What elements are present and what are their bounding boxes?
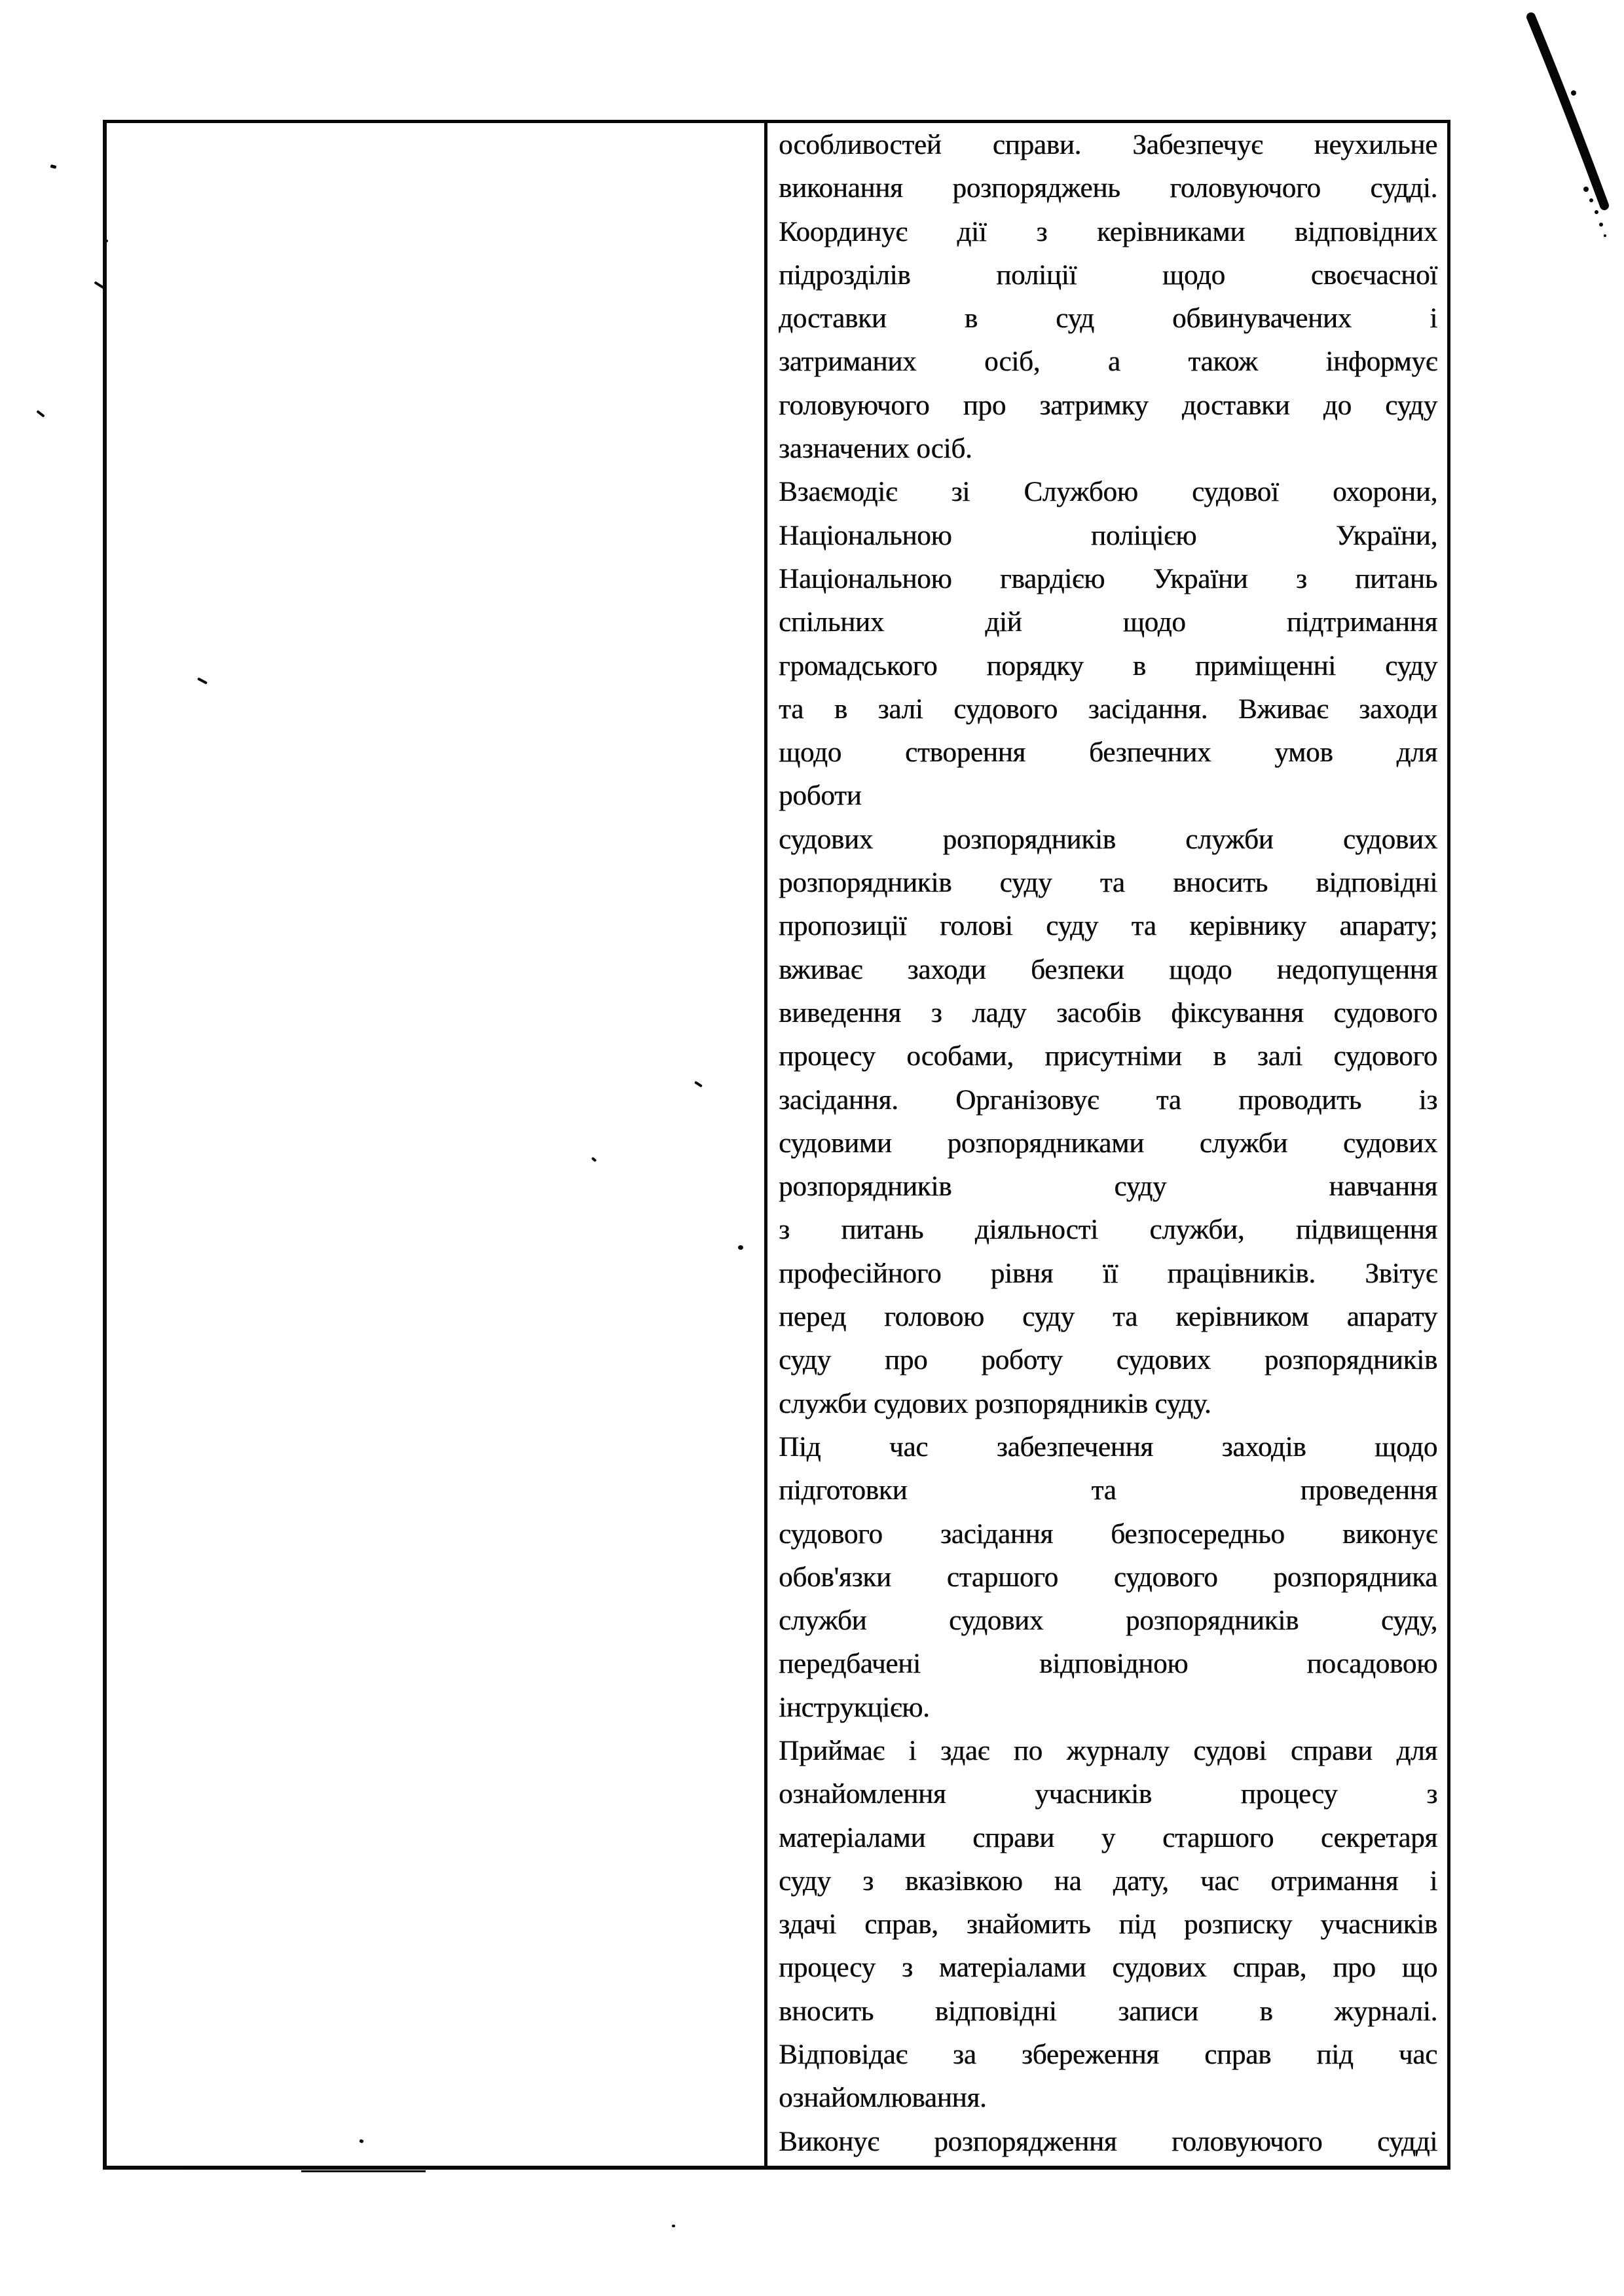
text-line: Під час забезпечення заходів щодо bbox=[779, 1431, 1437, 1463]
text-line: зазначених осіб. bbox=[779, 433, 972, 465]
text-line: перед головою суду та керівником апарату bbox=[779, 1302, 1437, 1333]
text-line: засідання. Організовує та проводить із bbox=[779, 1084, 1437, 1116]
text-line: суду з вказівкою на дату, час отримання і bbox=[779, 1865, 1437, 1897]
text-line: Взаємодіє зі Службою судової охорони, bbox=[779, 477, 1437, 508]
scan-speck bbox=[36, 410, 45, 418]
text-line: спільних дій щодо підтримання bbox=[779, 607, 1437, 638]
text-line: суду про роботу судових розпорядників bbox=[779, 1345, 1437, 1376]
text-line: служби судових розпорядників суду. bbox=[779, 1388, 1211, 1419]
text-line: служби судових розпорядників суду, bbox=[779, 1605, 1437, 1637]
text-line: Координує дії з керівниками відповідних bbox=[779, 216, 1437, 247]
scan-speck bbox=[50, 164, 57, 169]
text-line: матеріалами справи у старшого секретаря bbox=[779, 1822, 1437, 1853]
text-line: Виконує розпорядження головуючого судді bbox=[779, 2126, 1437, 2157]
text-line: обов'язки старшого судового розпорядника bbox=[779, 1561, 1437, 1593]
text-line: доставки в суд обвинувачених і bbox=[779, 303, 1437, 335]
text-line: виведення з ладу засобів фіксування судового bbox=[779, 997, 1437, 1029]
text-line: вживає заходи безпеки щодо недопущення bbox=[779, 954, 1437, 985]
text-line: процесу особами, присутніми в залі судового bbox=[779, 1041, 1437, 1072]
text-line: підрозділів поліції щодо своєчасної bbox=[779, 259, 1437, 291]
cell-divider bbox=[764, 123, 767, 2166]
scan-speck bbox=[672, 2225, 675, 2227]
text-line: інструкцією. bbox=[779, 1692, 930, 1723]
text-line: щодо створення безпечних умов для bbox=[779, 737, 1437, 769]
text-line: вносить відповідні записи в журналі. bbox=[779, 1995, 1437, 2027]
text-line: передбачені відповідною посадовою bbox=[779, 1649, 1437, 1680]
text-line: та в залі судового засідання. Вживає заходи bbox=[779, 693, 1437, 725]
text-line: Національною гвардією України з питань bbox=[779, 563, 1437, 594]
text-line: Приймає і здає по журналу судові справи для bbox=[779, 1735, 1437, 1766]
scan-speck bbox=[738, 1245, 743, 1250]
left-cell bbox=[107, 123, 764, 2166]
text-line: процесу з матеріалами судових справ, про що bbox=[779, 1952, 1437, 1984]
text-line: виконання розпоряджень головуючого судді. bbox=[779, 173, 1437, 204]
text-line: здачі справ, знайомить під розписку учасників bbox=[779, 1909, 1437, 1941]
text-line: судовими розпорядниками служби судових bbox=[779, 1127, 1437, 1159]
text-line: роботи bbox=[779, 780, 862, 812]
text-line: судового засідання безпосередньо виконує bbox=[779, 1518, 1437, 1550]
content-table bbox=[103, 120, 1450, 2170]
scan-speck bbox=[105, 240, 108, 242]
text-line: ознайомлення учасників процесу з bbox=[779, 1779, 1437, 1810]
text-line: Відповідає за збереження справ під час bbox=[779, 2039, 1437, 2071]
text-line: підготовки та проведення bbox=[779, 1475, 1437, 1506]
text-line: з питань діяльності служби, підвищення bbox=[779, 1214, 1437, 1246]
scan-speck bbox=[301, 2170, 426, 2172]
text-line: розпорядників суду та вносить відповідні bbox=[779, 867, 1437, 899]
text-line: головуючого про затримку доставки до суду bbox=[779, 390, 1437, 421]
text-line: пропозиції голові суду та керівнику апарату; bbox=[779, 911, 1437, 942]
scan-speck bbox=[105, 2167, 183, 2169]
text-line: громадського порядку в приміщенні суду bbox=[779, 650, 1437, 682]
text-line: професійного рівня її працівників. Звітує bbox=[779, 1258, 1437, 1289]
text-line: ознайомлювання. bbox=[779, 2083, 987, 2114]
right-cell-lines bbox=[779, 124, 1437, 2164]
text-line: особливостей справи. Забезпечує неухильне bbox=[779, 130, 1437, 160]
text-line: розпорядників суду навчання bbox=[779, 1171, 1437, 1203]
text-line: Національною поліцією України, bbox=[779, 520, 1437, 551]
text-line: затриманих осіб, а також інформує bbox=[779, 346, 1437, 378]
text-line: судових розпорядників служби судових bbox=[779, 824, 1437, 855]
